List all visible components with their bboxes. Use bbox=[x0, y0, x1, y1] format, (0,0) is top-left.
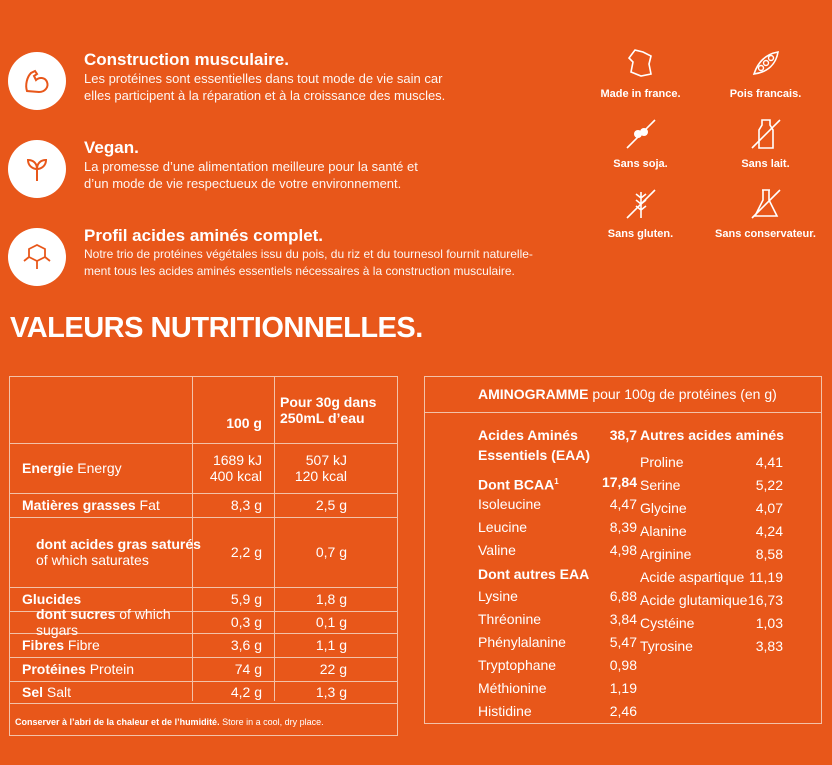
storage-note: Conserver à l’abri de la chaleur et de l’humidité. Store in a cool, dry place. bbox=[15, 717, 324, 727]
amino-name: Tryptophane bbox=[478, 657, 557, 673]
badge-sans-conservateur: Sans conservateur. bbox=[703, 184, 828, 240]
wheat-icon bbox=[621, 184, 661, 224]
molecule-icon bbox=[8, 228, 66, 286]
other-amino-label: Autres acides aminés bbox=[640, 427, 784, 443]
soy-icon bbox=[621, 114, 661, 154]
amino-name: Acide aspartique bbox=[640, 569, 745, 585]
others-eaa-label: Dont autres EAA bbox=[478, 566, 590, 582]
amino-name: Leucine bbox=[478, 519, 528, 535]
feature-title: Profil acides aminés complet. bbox=[84, 226, 324, 245]
badge-sans-soja: Sans soja. bbox=[578, 114, 703, 170]
table-row: Glucides 5,9 g 1,8 g bbox=[22, 591, 347, 607]
amino-name: Thréonine bbox=[478, 611, 542, 627]
table-row: Energie Energy 1689 kJ 400 kcal 507 kJ 120 kcal bbox=[22, 452, 347, 484]
feature-text: Notre trio de protéines végétales issu du pois, du riz et du tournesol fournit naturelle- ment tous les acides aminés essentiels nécessaires à la construction musculaire. bbox=[84, 247, 533, 278]
amino-value: 1,19 bbox=[609, 680, 637, 696]
amino-value: 3,84 bbox=[609, 611, 637, 627]
amino-value: 2,46 bbox=[609, 703, 637, 719]
amino-name: Alanine bbox=[640, 523, 687, 539]
table-header-row bbox=[10, 377, 397, 443]
amino-value: 4,07 bbox=[755, 500, 783, 516]
feature-text: Les protéines sont essentielles dans tout mode de vie sain car elles participent à la réparation et à la croissance des muscles. bbox=[84, 71, 446, 103]
table-row: Fibres Fibre 3,6 g 1,1 g bbox=[22, 637, 347, 653]
amino-name: Acide glutamique bbox=[640, 592, 748, 608]
amino-value: 6,88 bbox=[609, 588, 637, 604]
feature-title: Construction musculaire. bbox=[84, 50, 289, 69]
amino-value: 0,98 bbox=[609, 657, 637, 673]
nutrition-table bbox=[9, 376, 398, 736]
table-row: Sel Salt 4,2 g 1,3 g bbox=[22, 684, 347, 700]
amino-value: 4,41 bbox=[755, 454, 783, 470]
amino-value: 4,24 bbox=[755, 523, 783, 539]
amino-name: Arginine bbox=[640, 546, 692, 562]
amino-name: Tyrosine bbox=[640, 638, 693, 654]
amino-name: Proline bbox=[640, 454, 684, 470]
amino-name: Histidine bbox=[478, 703, 532, 719]
eaa-label: Acides Aminés Essentiels (EAA) bbox=[478, 427, 591, 463]
table-row: dont sucres of which sugars 0,3 g 0,1 g bbox=[36, 606, 347, 638]
amino-name: Lysine bbox=[478, 588, 518, 604]
col-30-header: Pour 30g dans 250mL d’eau bbox=[280, 394, 377, 426]
amino-name: Valine bbox=[478, 542, 516, 558]
amino-name: Isoleucine bbox=[478, 496, 542, 512]
col-100-header: 100 g bbox=[226, 415, 262, 431]
badge-pois-francais: Pois francais. bbox=[703, 44, 828, 100]
amino-name: Cystéine bbox=[640, 615, 695, 631]
amino-name: Méthionine bbox=[478, 680, 547, 696]
amino-value: 4,47 bbox=[609, 496, 637, 512]
amino-value: 11,19 bbox=[749, 569, 783, 585]
muscle-arm-icon bbox=[8, 52, 66, 110]
feature-title: Vegan. bbox=[84, 138, 139, 157]
bcaa-label: Dont BCAA$^1$ bbox=[478, 476, 559, 493]
feature-amino bbox=[8, 226, 578, 304]
bcaa-value: 17,84 bbox=[601, 474, 637, 490]
amino-value: 1,03 bbox=[755, 615, 783, 631]
amino-name: Serine bbox=[640, 477, 681, 493]
badge-sans-lait: Sans lait. bbox=[703, 114, 828, 170]
amino-value: 3,83 bbox=[755, 638, 783, 654]
amino-value: 5,22 bbox=[755, 477, 783, 493]
leaf-icon bbox=[8, 140, 66, 198]
aminogram-title: AMINOGRAMME pour 100g de protéines (en g) bbox=[425, 377, 821, 413]
aminogram-table bbox=[424, 376, 822, 724]
eaa-value: 38,7 bbox=[609, 427, 637, 443]
milk-bottle-icon bbox=[746, 114, 786, 154]
amino-value: 5,47 bbox=[609, 634, 637, 650]
amino-name: Glycine bbox=[640, 500, 687, 516]
amino-value: 4,98 bbox=[609, 542, 637, 558]
france-map-icon bbox=[621, 44, 661, 84]
table-row: Protéines Protein 74 g 22 g bbox=[22, 661, 347, 677]
amino-value: 16,73 bbox=[747, 592, 783, 608]
feature-text: La promesse d’une alimentation meilleure pour la santé et d’un mode de vie respectueux de votre environnement. bbox=[84, 159, 418, 191]
features-list bbox=[8, 40, 578, 304]
feature-muscle bbox=[8, 50, 578, 128]
pea-pod-icon bbox=[746, 44, 786, 84]
badge-made-in-france: Made in france. bbox=[578, 44, 703, 100]
flask-icon bbox=[746, 184, 786, 224]
table-row: dont acides gras saturés of which saturates 2,2 g 0,7 g bbox=[36, 536, 347, 568]
table-row: Matières grasses Fat 8,3 g 2,5 g bbox=[22, 497, 347, 513]
amino-value: 8,39 bbox=[609, 519, 637, 535]
amino-name: Phénylalanine bbox=[478, 634, 566, 650]
badge-sans-gluten: Sans gluten. bbox=[578, 184, 703, 240]
amino-value: 8,58 bbox=[755, 546, 783, 562]
page-title: VALEURS NUTRITIONNELLES. bbox=[10, 312, 423, 344]
feature-vegan bbox=[8, 138, 578, 216]
